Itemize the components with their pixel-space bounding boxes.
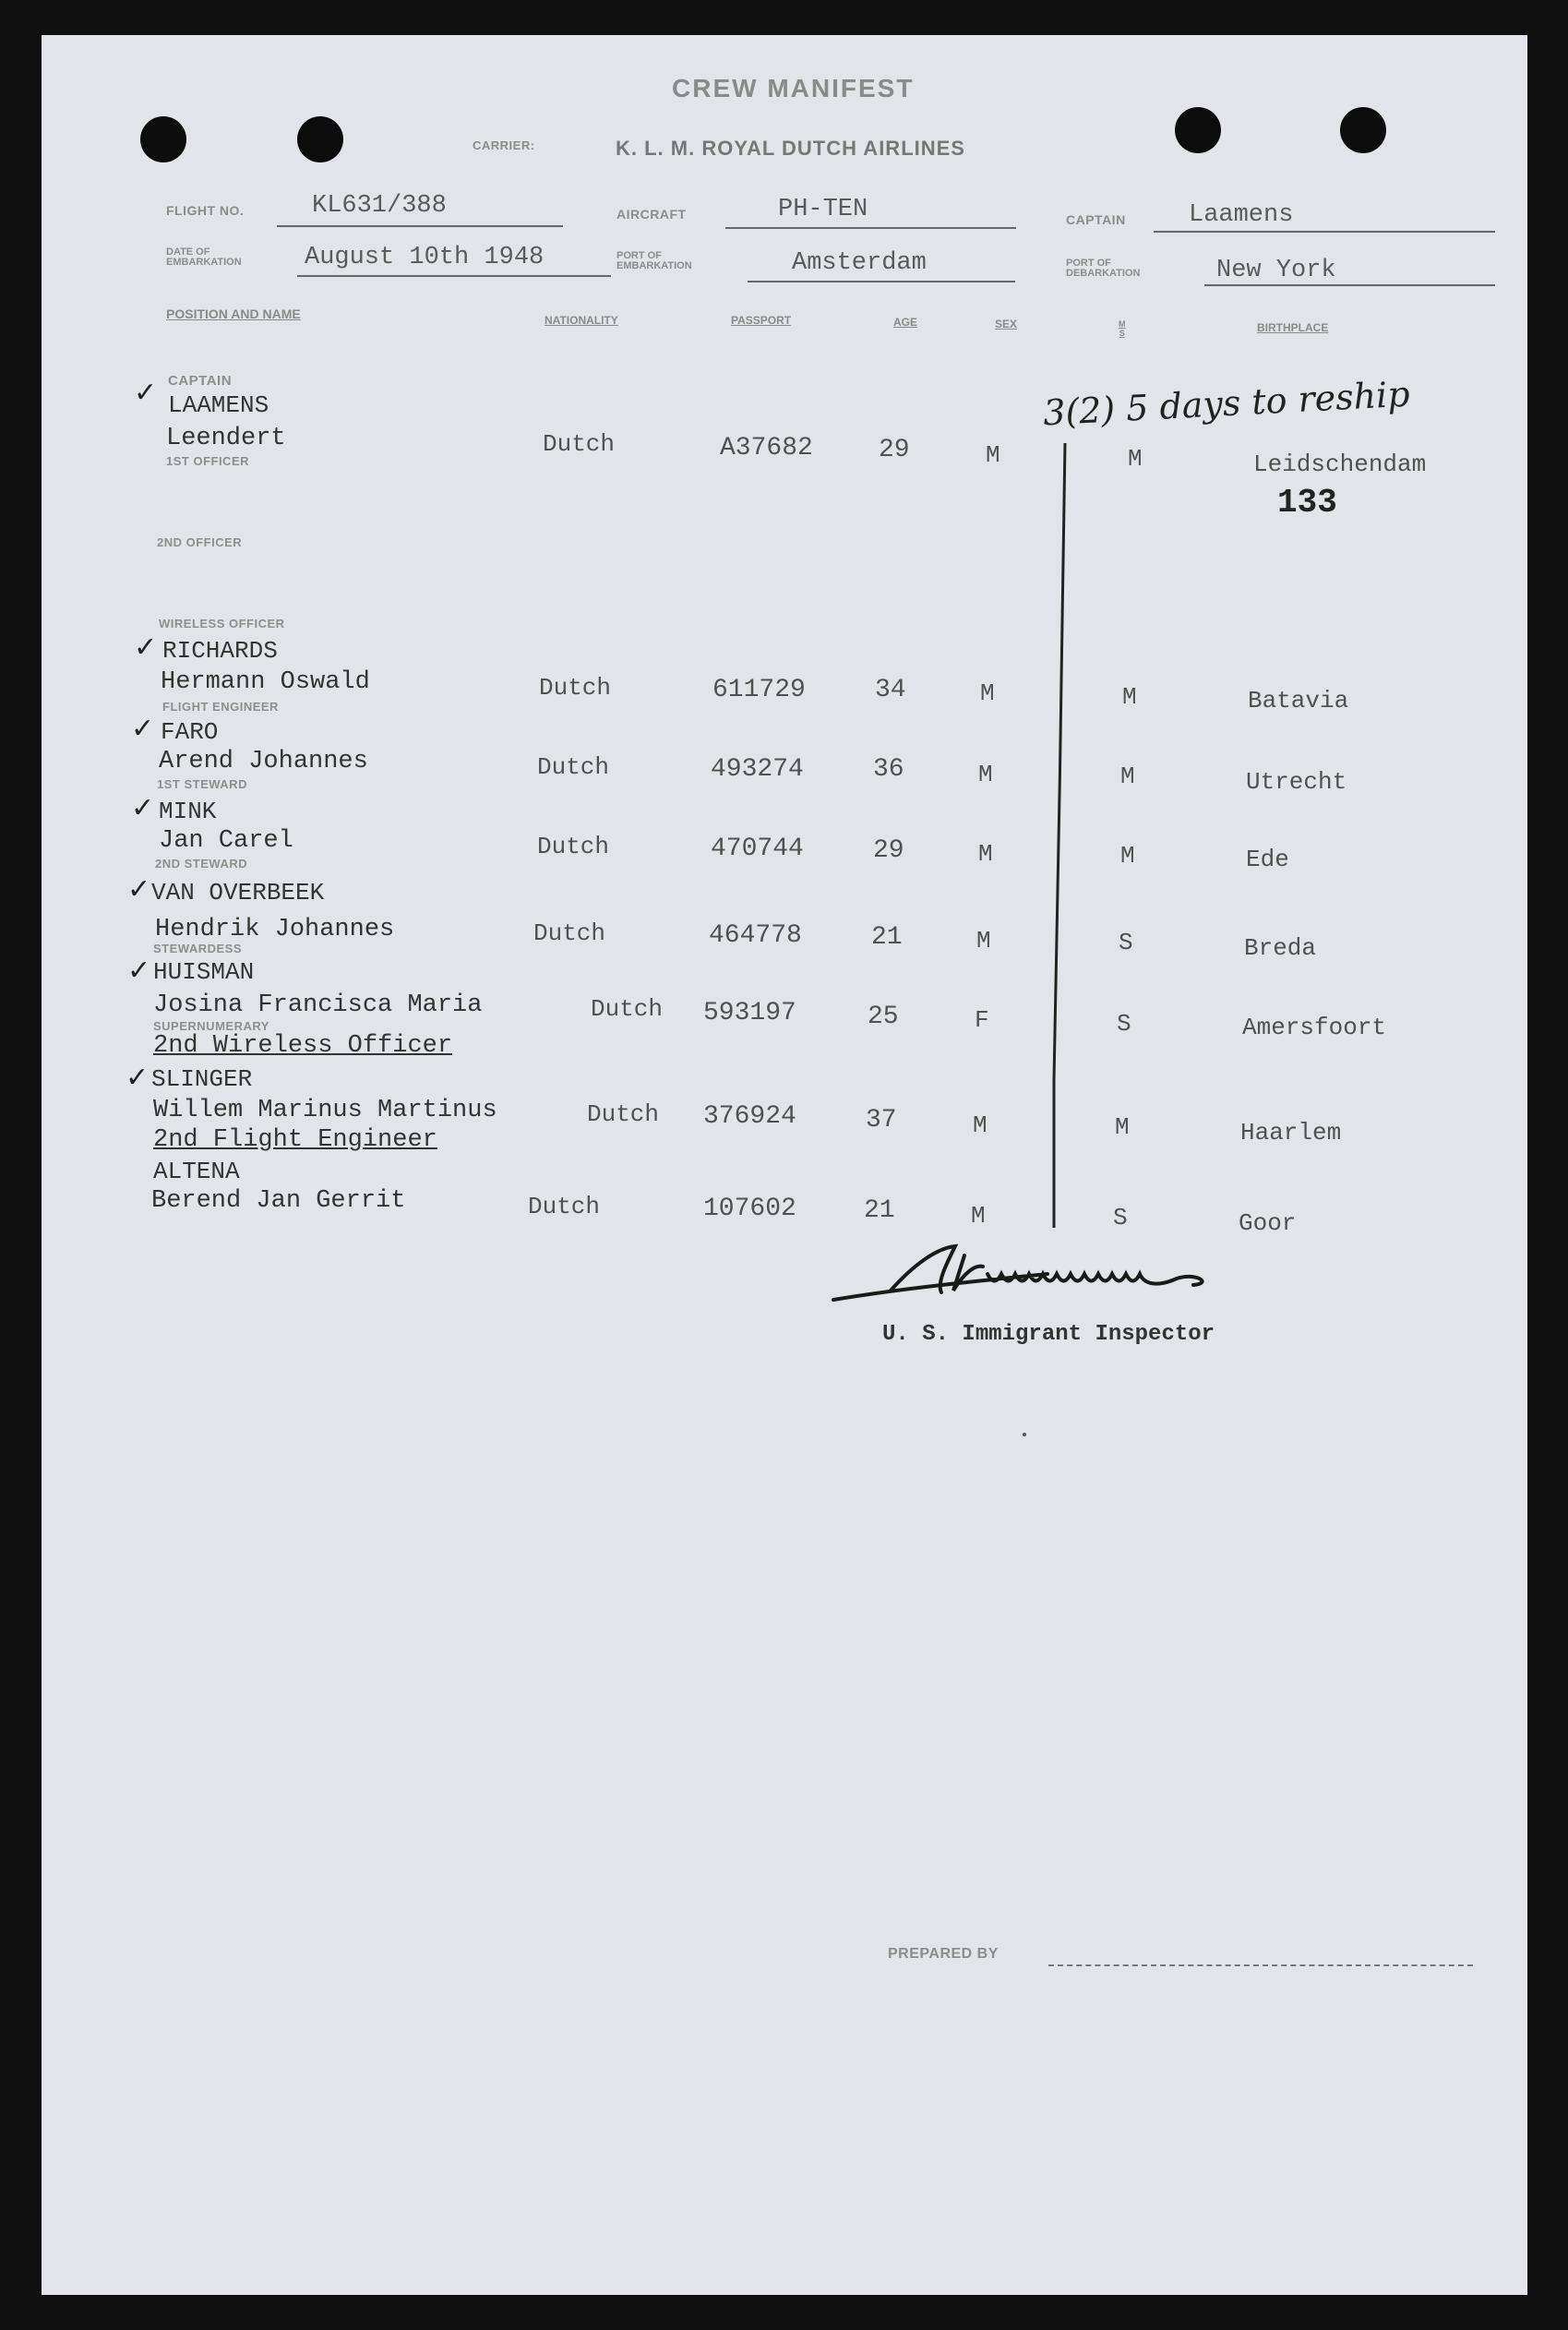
col-ms [1119, 319, 1126, 338]
crew-marital: M [1115, 1113, 1130, 1141]
crew-given-name: Berend Jan Gerrit [151, 1187, 406, 1215]
crew-marital: M [1120, 763, 1135, 790]
position-label: CAPTAIN [168, 373, 233, 389]
crew-surname: VAN OVERBEEK [151, 879, 325, 907]
crew-birthplace: Ede [1246, 846, 1289, 873]
crew-passport: 376924 [703, 1102, 796, 1131]
prepared-by-label: PREPARED BY [888, 1946, 999, 1962]
crew-age: 21 [871, 923, 903, 952]
crew-nationality: Dutch [591, 995, 664, 1023]
crew-passport: 107602 [703, 1195, 796, 1223]
crew-passport: 470744 [711, 835, 804, 863]
crew-nationality: Dutch [537, 753, 610, 781]
supernumerary-engineer: 2nd Flight Engineer [153, 1126, 437, 1154]
crew-age: 36 [873, 755, 904, 784]
crew-nationality: Dutch [539, 674, 612, 702]
punch-hole [297, 116, 343, 162]
captain-underline [1154, 231, 1495, 233]
crew-surname: RICHARDS [162, 637, 278, 665]
crew-nationality: Dutch [533, 919, 606, 947]
inspector-signature [826, 1228, 1306, 1311]
col-birthplace: BIRTHPLACE [1257, 321, 1329, 334]
supernumerary-wireless: 2nd Wireless Officer [153, 1032, 453, 1060]
port-deb-label-line1: PORT OF [1066, 258, 1111, 269]
crew-passport: A37682 [720, 434, 813, 462]
port-emb-underline [748, 281, 1015, 282]
flight-no-value: KL631/388 [312, 192, 447, 220]
crew-surname: ALTENA [153, 1158, 240, 1185]
crew-surname: SLINGER [151, 1065, 253, 1093]
position-label: WIRELESS OFFICER [159, 617, 285, 631]
crew-sex: M [978, 761, 993, 788]
col-position: POSITION AND NAME [166, 306, 301, 321]
crew-given-name: Willem Marinus Martinus [153, 1097, 497, 1124]
crew-birthplace: Haarlem [1240, 1119, 1342, 1147]
signature-caption: U. S. Immigrant Inspector [882, 1322, 1215, 1347]
stray-dot [1023, 1433, 1026, 1436]
port-deb-label [1066, 258, 1140, 279]
crew-age: 25 [868, 1003, 899, 1031]
check-mark-icon: ✓ [134, 377, 158, 409]
port-deb-value: New York [1216, 257, 1336, 284]
port-deb-label-line2: DEBARKATION [1066, 268, 1141, 279]
flight-no-underline [277, 225, 563, 227]
crew-birthplace: Leidschendam [1253, 450, 1427, 478]
date-label [166, 247, 242, 268]
position-label: FLIGHT ENGINEER [162, 700, 279, 714]
check-mark-icon: ✓ [127, 873, 151, 906]
crew-given-name: Hermann Oswald [161, 668, 370, 696]
crew-age: 29 [873, 836, 904, 865]
crew-passport: 611729 [712, 676, 806, 704]
crew-sex: M [976, 927, 991, 955]
position-label: 2ND OFFICER [157, 535, 243, 549]
port-deb-underline [1204, 284, 1495, 286]
carrier-value: K. L. M. ROYAL DUTCH AIRLINES [616, 137, 965, 160]
check-mark-icon: ✓ [131, 713, 155, 745]
crew-surname: LAAMENS [168, 391, 269, 419]
crew-given-name: Leendert [166, 425, 286, 452]
port-emb-label-line1: PORT OF [616, 250, 662, 261]
crew-marital: M [1122, 683, 1137, 711]
crew-birthplace: Utrecht [1246, 768, 1347, 796]
punch-hole [1340, 107, 1386, 153]
col-ms-m: M [1119, 319, 1126, 329]
crew-sex: M [973, 1111, 987, 1139]
col-age: AGE [893, 316, 918, 329]
position-label: SUPERNUMERARY [153, 1019, 269, 1033]
crew-passport: 493274 [711, 755, 804, 784]
crew-birthplace: Goor [1239, 1209, 1297, 1237]
date-underline [297, 275, 611, 277]
col-passport: PASSPORT [731, 314, 792, 327]
handwritten-vertical-line [1043, 434, 1080, 1237]
crew-nationality: Dutch [537, 833, 610, 860]
col-sex: SEX [995, 318, 1018, 330]
crew-passport: 593197 [703, 999, 796, 1027]
crew-given-name: Jan Carel [159, 827, 293, 855]
aircraft-underline [725, 227, 1016, 229]
punch-hole [1175, 107, 1221, 153]
crew-birthplace: Batavia [1248, 687, 1349, 715]
prepared-by-underline [1048, 1964, 1473, 1966]
handwritten-annotation: 3(2) 5 days to reship [1042, 373, 1411, 434]
crew-sex: M [971, 1202, 986, 1230]
position-label: STEWARDESS [153, 942, 243, 955]
position-label: 1ST STEWARD [157, 777, 247, 791]
crew-birthplace: Breda [1244, 934, 1317, 962]
crew-nationality: Dutch [543, 430, 616, 458]
crew-marital: S [1113, 1204, 1128, 1231]
crew-age: 37 [866, 1106, 897, 1135]
crew-marital: M [1120, 842, 1135, 870]
check-mark-icon: ✓ [131, 792, 155, 824]
crew-marital: M [1128, 445, 1143, 473]
col-ms-s: S [1119, 329, 1125, 338]
carrier-label: CARRIER: [473, 138, 535, 152]
crew-age: 29 [879, 436, 910, 464]
check-mark-icon: ✓ [127, 955, 151, 987]
date-value: August 10th 1948 [305, 244, 545, 271]
check-mark-icon: ✓ [126, 1062, 150, 1094]
captain-label: CAPTAIN [1066, 212, 1126, 227]
port-emb-label-line2: EMBARKATION [616, 260, 692, 271]
crew-nationality: Dutch [528, 1193, 601, 1220]
aircraft-label: AIRCRAFT [616, 207, 687, 222]
crew-age: 34 [875, 676, 906, 704]
crew-surname: HUISMAN [153, 958, 255, 986]
crew-sex: M [978, 840, 993, 868]
crew-sex: M [980, 679, 995, 707]
flight-no-label: FLIGHT NO. [166, 203, 245, 218]
date-label-line1: DATE OF [166, 246, 210, 258]
col-nationality: NATIONALITY [545, 314, 618, 327]
punch-hole [140, 116, 186, 162]
crew-given-name: Hendrik Johannes [155, 916, 395, 943]
document-title: CREW MANIFEST [672, 74, 915, 102]
crew-sex: M [986, 441, 1000, 469]
position-label: 2ND STEWARD [155, 857, 248, 871]
captain-value: Laamens [1189, 201, 1294, 229]
crew-surname: MINK [159, 798, 217, 825]
crew-passport: 464778 [709, 921, 802, 950]
crew-age: 21 [864, 1196, 895, 1225]
stamp-number: 133 [1277, 484, 1337, 522]
date-label-line2: EMBARKATION [166, 257, 242, 268]
crew-marital: S [1117, 1010, 1131, 1038]
port-emb-value: Amsterdam [792, 249, 927, 277]
crew-surname: FARO [161, 718, 219, 746]
position-label: 1ST OFFICER [166, 454, 250, 468]
crew-sex: F [975, 1006, 989, 1034]
crew-birthplace: Amersfoort [1242, 1014, 1387, 1041]
manifest-paper [42, 35, 1527, 2295]
crew-nationality: Dutch [587, 1100, 660, 1128]
crew-given-name: Josina Francisca Maria [153, 991, 483, 1019]
port-emb-label [616, 251, 692, 271]
crew-marital: S [1119, 929, 1133, 956]
check-mark-icon: ✓ [134, 631, 158, 664]
crew-given-name: Arend Johannes [159, 748, 368, 775]
aircraft-value: PH-TEN [778, 196, 868, 223]
